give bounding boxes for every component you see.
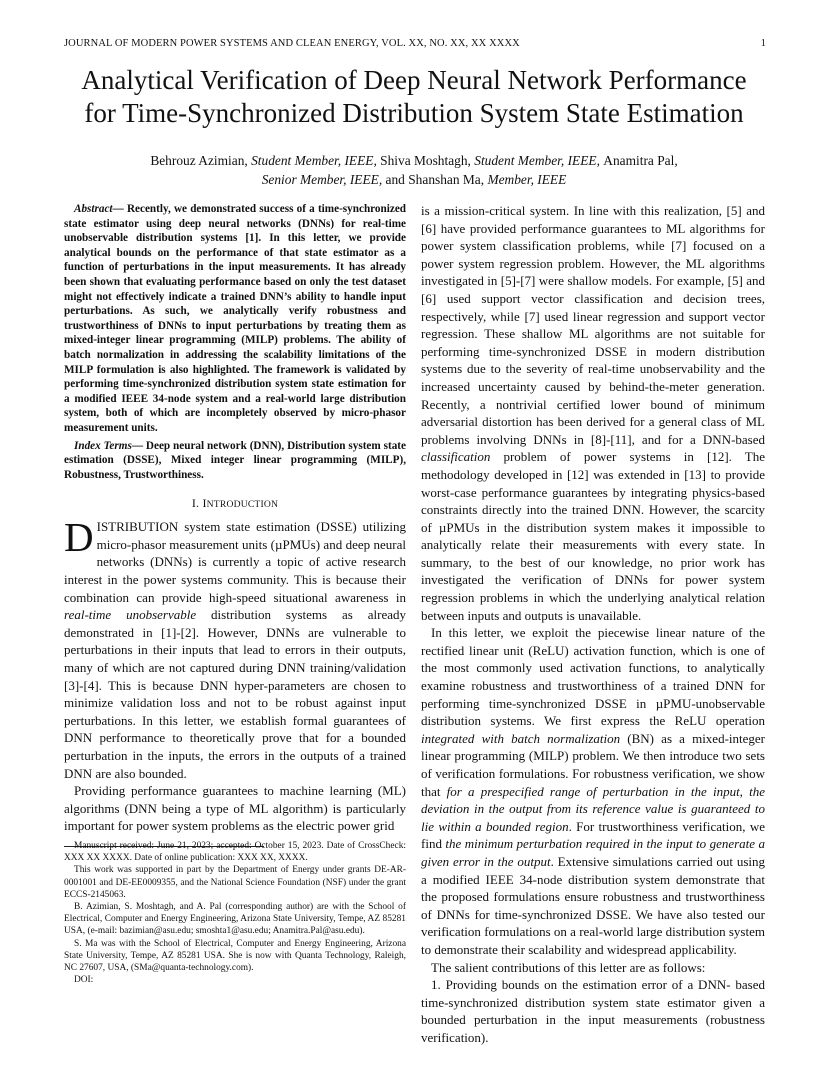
author-2-org: , IEEE, <box>560 153 604 168</box>
contribution-item-1: 1. Providing bounds on the estimation error of a DNN- based time-synchronized distribution system state estimator given a bounded perturbation in the input measurements (robustness verification). <box>421 977 765 1045</box>
intro-p3-italic-1: integrated with batch normalization <box>421 730 621 746</box>
footnote-doi: DOI: <box>74 975 94 986</box>
footnote-funding: This work was supported in part by the Department of Energy under grants DE-AR-0001001 and DE-EE0009355, and the National Science Foundation (NSF) under the grant ECCS-2145063. <box>64 865 406 900</box>
author-1-org: , IEEE, <box>337 153 381 168</box>
intro-p1-italic: real-time unobservable <box>64 607 197 623</box>
intro-p1-text-b: distribution systems as already demonstrated in [1]-[2]. However, DNNs are vulnerable to perturbations in their inputs that lead to errors in their outputs, many of which are not captured during DNN training/validation [3]-[4]. This is because DNN hyper-parameters are chosen to minimize validation loss and not to be robust against input perturbations. In this letter, we establish formal guarantees of DNN performance to theoretically prove that for a bounded perturbation in the inputs, the errors in the outputs of a trained DNN are also bounded. <box>64 607 407 781</box>
intro-paragraph-1 <box>64 514 407 782</box>
intro-p2-cont-text: is a mission-critical system. In line with this realization, [5] and [6] have provided performance guarantees to ML algorithms for power system classification problems, while [7] focused on a power system regression problem. However, the ML algorithms investigated in [5]-[7] were shallow models. For example, [5] and [6] used support vector classification and decision trees, respectively, while [7] used linear regression and support vector regression. These shallow ML algorithms are not suitable for performing time-synchronized DSSE in modern distribution systems due to the severity of real-time unobservability and the increased uncertainty caused by behind-the-meter generation. Recently, a nontrivial certified lower bound of minimum adversarial distortion has been derived for a general class of ML problems involving DNNs in [8]-[11], and for a DNN-based <box>421 203 765 447</box>
intro-p1-text-a: ISTRIBUTION system state estimation (DSSE) utilizing micro-phasor measurement units (µPMUs) and deep neural networks (DNNs) is currently a topic of active research interest in the power systems community. This is because their combination can provide high-speed situational awareness in <box>64 519 406 605</box>
author-list <box>60 151 768 189</box>
author-3-name: Anamitra Pal, <box>603 153 678 168</box>
intro-p2-cont-text-b: problem of power systems in [12]. The methodology developed in [12] was extended in [13] to provide worst-case performance guarantees by integrating physics-based constraints directly into the trained DNN. However, the scarcity of µPMUs in the distribution system makes it impossible to analytically relate their measurements with every state. In summary, to the best of our knowledge, no prior work has investigated the verification of DNNs for power system regression problems in which the underlying analytical relation between inputs and outputs is unavailable. <box>421 449 765 623</box>
drop-cap: D <box>64 514 94 561</box>
footnotes <box>64 840 406 986</box>
author-1-name: Behrouz Azimian, <box>150 153 252 168</box>
abstract-text: Recently, we demonstrated success of a time-synchronized state estimator using deep neural networks (DNNs) for real-time unobservable distribution systems [1]. In this letter, we provide analytical bounds on the performance of that state estimator as a function of perturbations in the input measurements. It has already been shown that evaluating performance based on only the test dataset might not effectively indicate a trained DNN’s ability to handle input perturbations. As such, we analytically verify robustness and trustworthiness of DNNs to input perturbations by treating them as mixed-integer linear programming (MILP) problems. The ability of batch normalization in addressing the scalability limitations of the MILP formulation is also highlighted. The framework is validated by performing time-synchronized distribution system state estimation for a modified IEEE 34-node system and a real-world large distribution system, both of which are incompletely observed by micro-phasor measurement units. <box>64 203 407 434</box>
right-column <box>421 202 765 1047</box>
intro-p3-text-b: (BN) as a mixed-integer linear programming (MILP) problem. We then introduce two sets of verification formulations. For robustness verification, we show that <box>421 730 765 799</box>
index-terms-text: Deep neural network (DNN), Distribution system state estimation (DSSE), Mixed integer linear programming (MILP), Robustness, Trustworthiness. <box>64 439 406 481</box>
running-head <box>64 38 766 52</box>
author-2-name: Shiva Moshtagh, <box>380 153 475 168</box>
footnote-affiliation-2: S. Ma was with the School of Electrical, Computer and Energy Engineering, Arizona State University, Tempe, AZ 85281 USA. She is now with Quanta Technology, Raleigh, NC 27607, USA, (SMa@quanta-technology.com). <box>64 938 406 974</box>
page-number: 1 <box>760 38 766 49</box>
intro-paragraph-2: Providing performance guarantees to machine learning (ML) algorithms (DNN being a type of ML algorithm) is particularly important for power system problems as the electric power grid <box>64 783 406 834</box>
section-heading-cap: I <box>202 496 207 511</box>
author-4-name: and Shanshan Ma, <box>385 172 488 187</box>
index-terms-dash: — <box>131 439 146 452</box>
author-2-role: Student Member <box>474 153 561 168</box>
intro-paragraph-3 <box>421 624 765 958</box>
abstract-label: Abstract <box>74 203 113 215</box>
author-4-org: , IEEE <box>530 172 567 187</box>
abstract <box>64 202 406 436</box>
intro-p3-text-d: . Extensive simulations carried out using a modified IEEE 34-node distribution system demonstrate that the proposed formulations ensure robustness and trustworthiness of DNNs for time-synchronized DSSE. We have also tested our verification formulations on a real-world large distribution system to demonstrate their scalability and widespread applicability. <box>421 853 765 957</box>
intro-p2-cont-italic: classification <box>421 449 491 465</box>
journal-name: JOURNAL OF MODERN POWER SYSTEMS AND CLEAN ENERGY, VOL. XX, NO. XX, XX XXXX <box>64 38 520 49</box>
author-3-org: , IEEE, <box>343 172 386 187</box>
paper-title <box>40 64 788 130</box>
intro-p3-italic-2: for a prespecified range of perturbation in the input, the deviation in the output from its reference value is guaranteed to lie within a bounded region <box>421 783 765 834</box>
author-4-role: Member <box>487 172 531 187</box>
title-line-2: for Time-Synchronized Distribution System State Estimation <box>84 98 744 128</box>
author-3-role: Senior Member <box>261 172 344 187</box>
footnote-affiliation-1: B. Azimian, S. Moshtagh, and A. Pal (corresponding author) are with the School of Electrical, Computer and Energy Engineering, Arizona State University, Tempe, AZ 85281 USA, (e-mail: bazimian@asu.edu; smoshta1@asu.edu; Anamitra.Pal@asu.edu). <box>64 902 406 937</box>
section-heading-rest: NTRODUCTION <box>206 499 279 511</box>
footnote-manuscript: Manuscript received: June 21, 2023; accepted: October 15, 2023. Date of CrossCheck: XXX XX XXXX. Date of online publication: XXX XX, XXXX. <box>64 841 406 864</box>
left-column <box>64 202 406 847</box>
intro-paragraph-4: The salient contributions of this letter are as follows: <box>431 959 706 975</box>
abstract-dash: — <box>112 203 127 215</box>
index-terms-label: Index Terms <box>74 439 132 452</box>
intro-paragraph-2-continued <box>421 202 765 624</box>
section-number: I. <box>191 496 203 511</box>
title-line-1: Analytical Verification of Deep Neural Network Performance <box>81 65 747 95</box>
intro-p3-text-a: In this letter, we exploit the piecewise linear nature of the rectified linear unit (ReLU) activation function, which is one of the most commonly used activation functions, to analytically examine robustness and trustworthiness of a trained DNN for performing time-synchronized DSSE in µPMU-unobservable distribution systems. We first express the ReLU operation <box>421 625 765 729</box>
index-terms <box>64 439 406 483</box>
intro-p3-text-c: . For trustworthiness verification, we find <box>421 818 765 852</box>
section-heading-introduction <box>64 496 406 511</box>
intro-p3-italic-3: the minimum perturbation required in the input to generate a given error in the output <box>421 836 765 869</box>
author-1-role: Student Member <box>251 153 338 168</box>
